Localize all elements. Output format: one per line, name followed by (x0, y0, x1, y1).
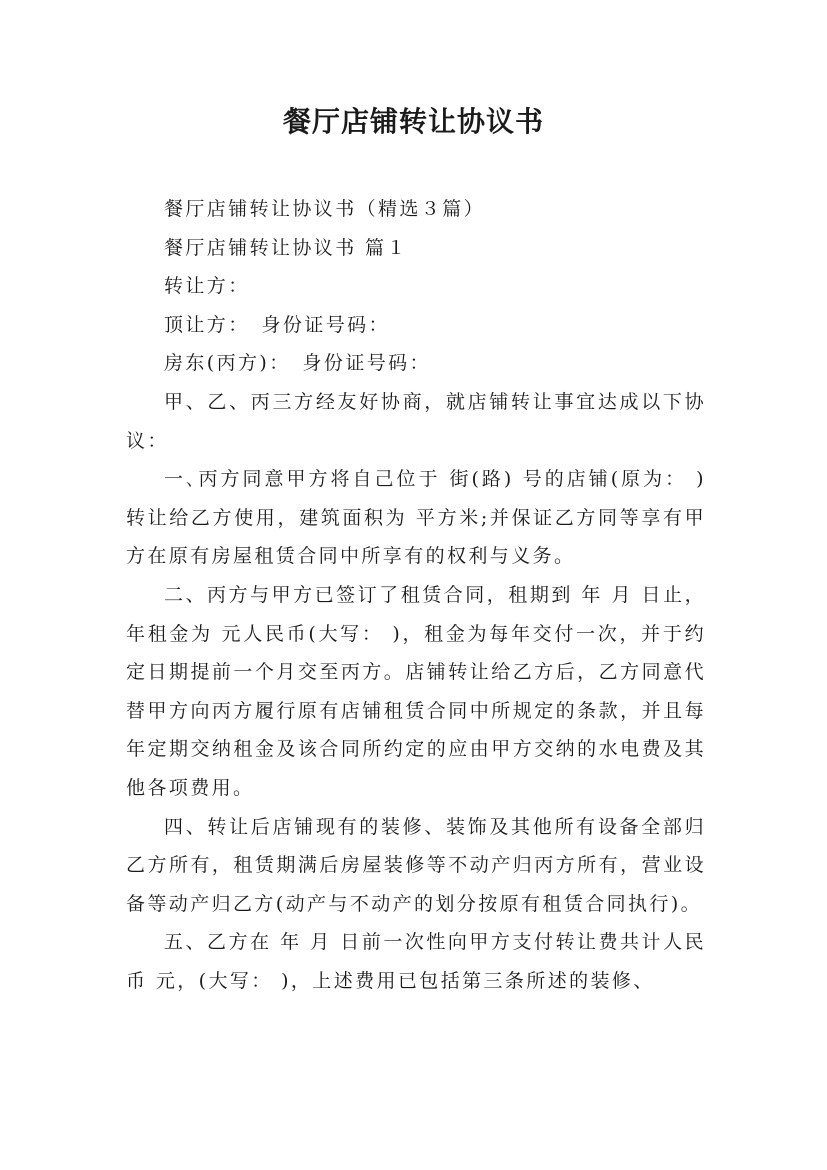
document-body (126, 190, 706, 1000)
paragraph-subtitle: 餐厅店铺转让协议书（精选３篇） (164, 198, 486, 220)
document-title: 餐厅店铺转让协议书 (282, 105, 544, 138)
paragraph-clause-2: 二、丙方与甲方已签订了租赁合同，租期到 年 月 日止，年租金为 元人民币(大写： )，租金为每年交付一次，并于约定日期提前一个月交至丙方。店铺转让给乙方后，乙方同意代替甲方向丙方履行原有店铺租赁合同中所规定的条款，并且每年定期交纳租金及该合同所约定的应由甲方交纳的水电费及其他各项费用。 (126, 583, 706, 799)
paragraph-preamble: 甲、乙、丙三方经友好协商，就店铺转让事宜达成以下协议： (126, 390, 706, 452)
paragraph-clause-4: 四、转让后店铺现有的装修、装饰及其他所有设备全部归乙方所有，租赁期满后房屋装修等不动产归丙方所有，营业设备等动产归乙方(动产与不动产的划分按原有租赁合同执行)。 (126, 815, 706, 915)
paragraph-landlord: 房东(丙方)： 身份证号码： (164, 352, 431, 375)
paragraph-transferee: 顶让方： 身份证号码： (164, 313, 390, 336)
paragraph-section-heading: 餐厅店铺转让协议书 篇１ (164, 236, 408, 259)
paragraph-transferor: 转让方： (164, 275, 250, 298)
paragraph-clause-1: 一､丙方同意甲方将自己位于 街(路) 号的店铺(原为： )转让给乙方使用，建筑面积为 平方米;并保证乙方同等享有甲方在原有房屋租赁合同中所享有的权利与义务。 (126, 468, 706, 568)
paragraph-clause-5: 五、乙方在 年 月 日前一次性向甲方支付转让费共计人民币 元，(大写： )，上述费用已包括第三条所述的装修、 (126, 931, 706, 992)
